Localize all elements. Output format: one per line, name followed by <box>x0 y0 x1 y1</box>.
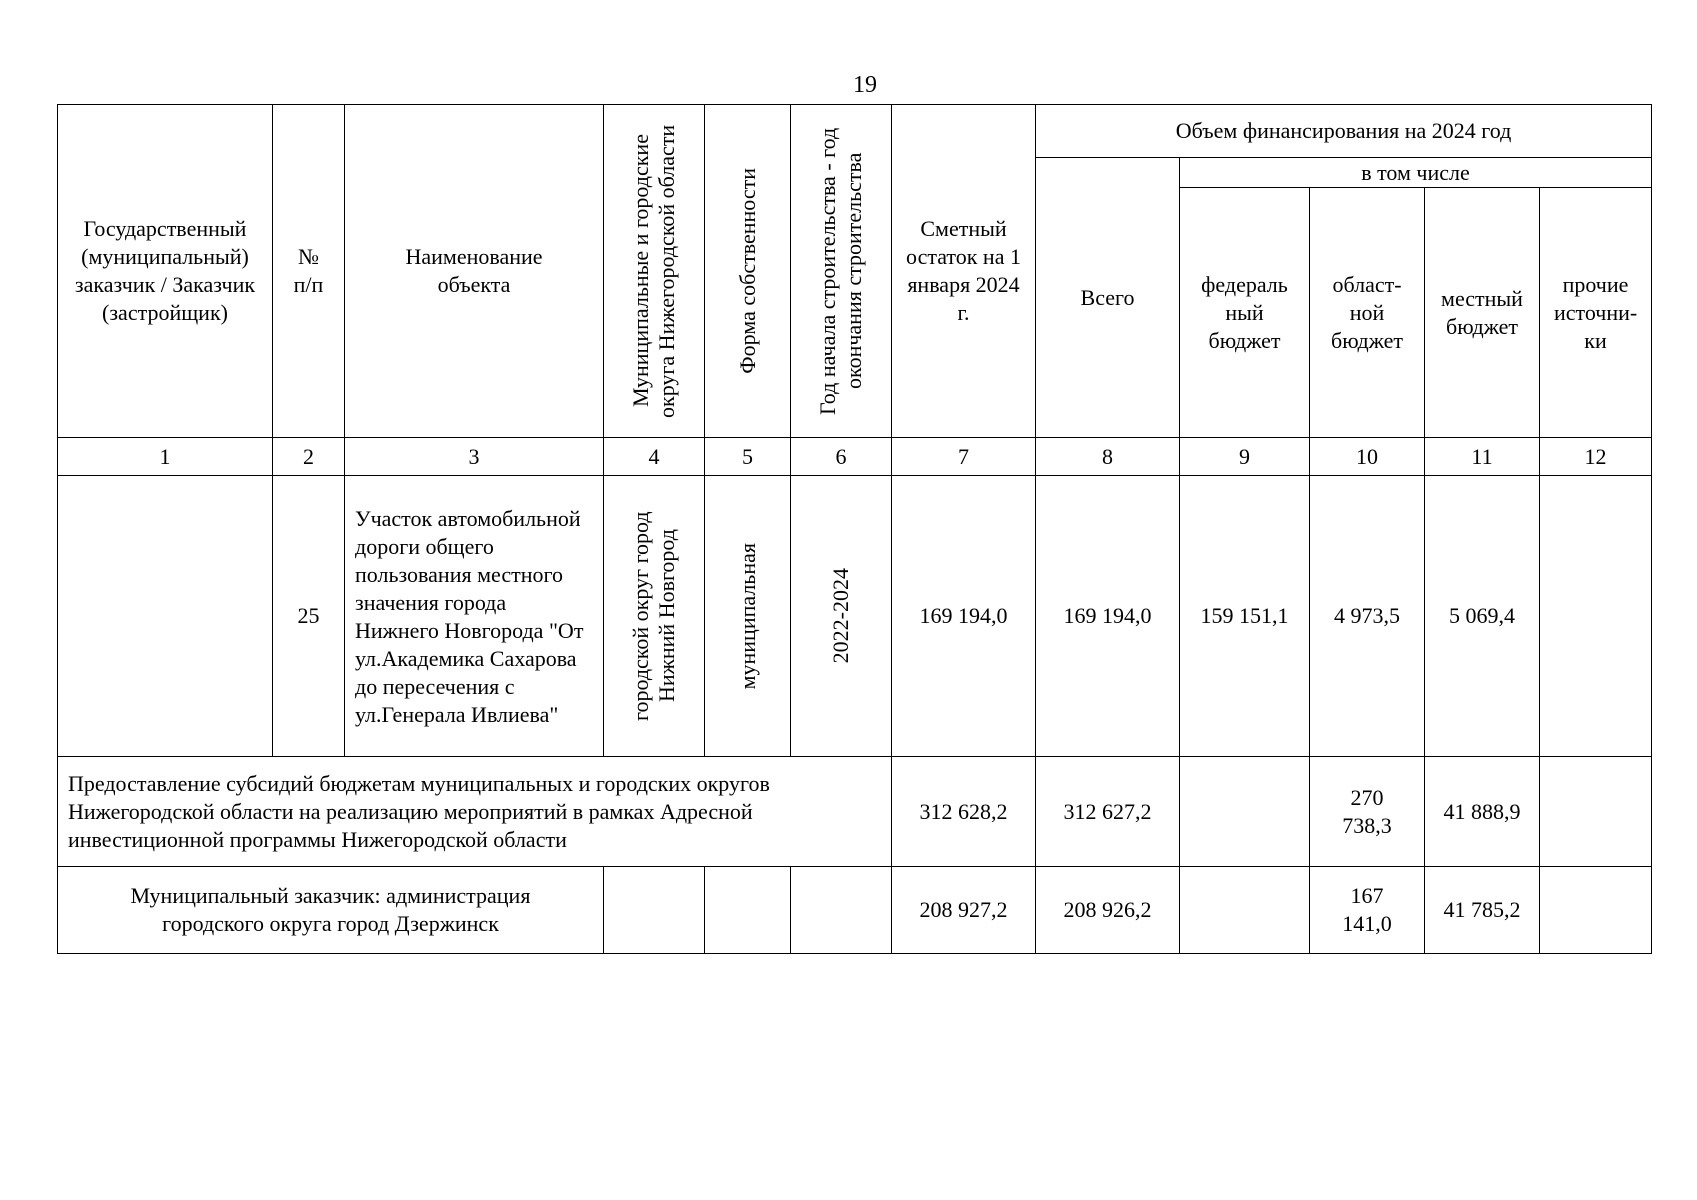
row-federal: 159 151,1 <box>1180 476 1310 757</box>
header-local: местный бюджет <box>1425 188 1540 438</box>
page-number: 19 <box>853 72 877 98</box>
row-object-name: Участок автомобильной дороги общего пользования местного значения города Нижнего Новгорода "От ул.Академика Сахарова до пересечения с ул.Генерала Ивлиева" <box>345 476 604 757</box>
customer-label: Муниципальный заказчик: администрация городского округа город Дзержинск <box>58 867 604 954</box>
subsidy-local: 41 888,9 <box>1425 757 1540 867</box>
table-row <box>58 476 1652 757</box>
header-funding-group: Объем финансирования на 2024 год <box>1036 105 1652 158</box>
customer-regional: 167 141,0 <box>1310 867 1425 954</box>
column-number: 9 <box>1180 438 1310 476</box>
investment-program-table <box>57 104 1652 954</box>
header-object-name: Наименование объекта <box>345 105 604 438</box>
column-number: 6 <box>791 438 892 476</box>
header-customer: Государственный (муниципальный) заказчик / Заказчик (застройщик) <box>58 105 273 438</box>
subsidy-label: Предоставление субсидий бюджетам муниципальных и городских округов Нижегородской области на реализацию мероприятий в рамках Адресной инвестиционной программы Нижегородской области <box>58 757 892 867</box>
customer-ownership <box>705 867 791 954</box>
header-construction-years: Год начала строительства - год окончания строительства <box>791 105 892 438</box>
row-regional: 4 973,5 <box>1310 476 1425 757</box>
column-number: 3 <box>345 438 604 476</box>
header-federal: федераль ный бюджет <box>1180 188 1310 438</box>
customer-estimate: 208 927,2 <box>892 867 1036 954</box>
customer-federal <box>1180 867 1310 954</box>
customer-municipality <box>604 867 705 954</box>
row-other <box>1540 476 1652 757</box>
header-other: прочие источни- ки <box>1540 188 1652 438</box>
customer-local: 41 785,2 <box>1425 867 1540 954</box>
row-ownership: муниципальная <box>705 476 791 757</box>
customer-other <box>1540 867 1652 954</box>
row-local: 5 069,4 <box>1425 476 1540 757</box>
column-number: 11 <box>1425 438 1540 476</box>
column-numbers-row <box>58 438 1652 476</box>
column-number: 10 <box>1310 438 1425 476</box>
subsidy-federal <box>1180 757 1310 867</box>
column-number: 5 <box>705 438 791 476</box>
header-municipality: Муниципальные и городские округа Нижегородской области <box>604 105 705 438</box>
column-number: 12 <box>1540 438 1652 476</box>
column-number: 4 <box>604 438 705 476</box>
subsidy-estimate: 312 628,2 <box>892 757 1036 867</box>
header-number: № п/п <box>273 105 345 438</box>
row-municipality: городской округ город Нижний Новгород <box>604 476 705 757</box>
column-number: 1 <box>58 438 273 476</box>
subsidy-row <box>58 757 1652 867</box>
row-years: 2022-2024 <box>791 476 892 757</box>
row-number: 25 <box>273 476 345 757</box>
row-estimate: 169 194,0 <box>892 476 1036 757</box>
header-ownership: Форма собственности <box>705 105 791 438</box>
customer-years <box>791 867 892 954</box>
column-number: 8 <box>1036 438 1180 476</box>
column-number: 7 <box>892 438 1036 476</box>
subsidy-other <box>1540 757 1652 867</box>
subsidy-total: 312 627,2 <box>1036 757 1180 867</box>
row-customer <box>58 476 273 757</box>
customer-total: 208 926,2 <box>1036 867 1180 954</box>
customer-row <box>58 867 1652 954</box>
header-regional: област- ной бюджет <box>1310 188 1425 438</box>
header-estimate: Сметный остаток на 1 января 2024 г. <box>892 105 1036 438</box>
column-number: 2 <box>273 438 345 476</box>
header-total: Всего <box>1036 158 1180 438</box>
header-including: в том числе <box>1180 158 1652 188</box>
row-total: 169 194,0 <box>1036 476 1180 757</box>
subsidy-regional: 270 738,3 <box>1310 757 1425 867</box>
